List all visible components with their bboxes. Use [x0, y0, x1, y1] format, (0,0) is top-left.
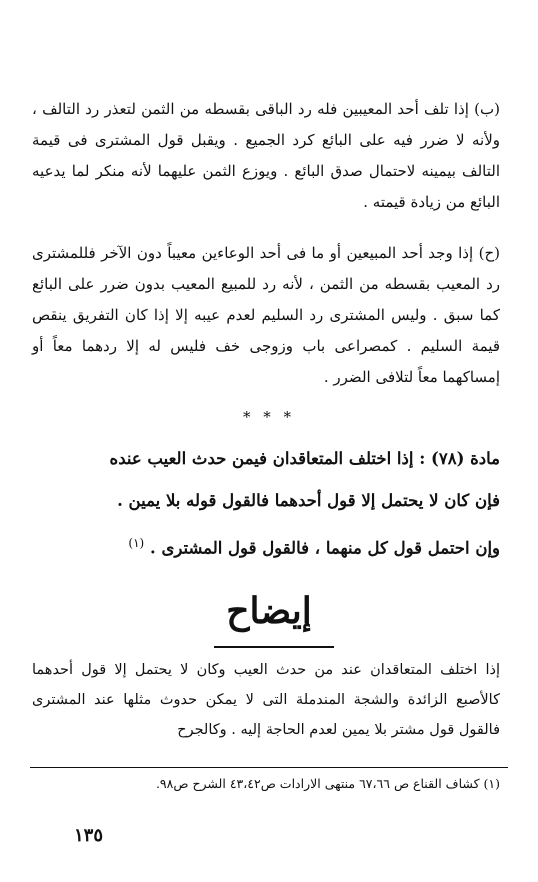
explanation-paragraph [32, 655, 500, 745]
explanation-text: إذا اختلف المتعاقدان عند من حدث العيب وكان لا يحتمل إلا قول أحدهما كالأصبع الزائدة والشجة المندملة التى لا يمكن حدوث مثلها عند المشترى فالقول قول مشتر بلا يمين لعدم الحاجة إليه . وكالجرح [32, 662, 500, 738]
article-line-2: فإن كان لا يحتمل إلا قول أحدهما فالقول قوله بلا يمين . [117, 491, 500, 510]
footnote-separator [30, 767, 508, 768]
footnote-reference: (١) [128, 536, 145, 550]
section-heading: إيضاح [226, 590, 312, 632]
paragraph-h-text: (ح) إذا وجد أحد المبيعين أو ما فى أحد الوعاءين معيباً دون الآخر فللمشترى رد المعيب بقسطه من الثمن ، لأنه رد للمبيع المعيب بدون ضرر على البائع كما سبق . وليس المشترى رد السليم لعدم عيبه إلا إذا كان التفريق ينقص قيمة السليم . كمصراعى باب وزوجى خف فليس له إلا ردهما معاً أو إمساكهما معاً لتلافى الضرر . [32, 244, 500, 386]
paragraph-b-text: (ب) إذا تلف أحد المعيبين فله رد الباقى بقسطه من الثمن لتعذر رد التالف ، ولأنه لا ضرر فيه على البائع كرد الجميع . ويقبل قول المشترى فى قيمة التالف بيمينه لاحتمال صدق البائع . ويوزع الثمن عليهما لأنه منكر لما يدعيه البائع من زيادة قيمته . [32, 100, 500, 211]
article-line-3 [32, 522, 500, 570]
heading-underline [214, 646, 334, 648]
article-line-1: مادة (٧٨) : إذا اختلف المتعاقدان فيمن حدث العيب عنده [109, 449, 500, 468]
section-divider-stars: * * * [242, 408, 296, 426]
article-78 [32, 438, 500, 570]
paragraph-h [32, 238, 500, 393]
page-number: ١٣٥ [74, 825, 104, 846]
footnote: (١) كشاف القناع ص ٦٧،٦٦ منتهى الارادات ص٤٣،٤٢ الشرح ص٩٨. [155, 776, 500, 791]
article-line-3-text: وإن احتمل قول كل منهما ، فالقول قول المشترى . [149, 538, 500, 558]
paragraph-b [32, 94, 500, 218]
